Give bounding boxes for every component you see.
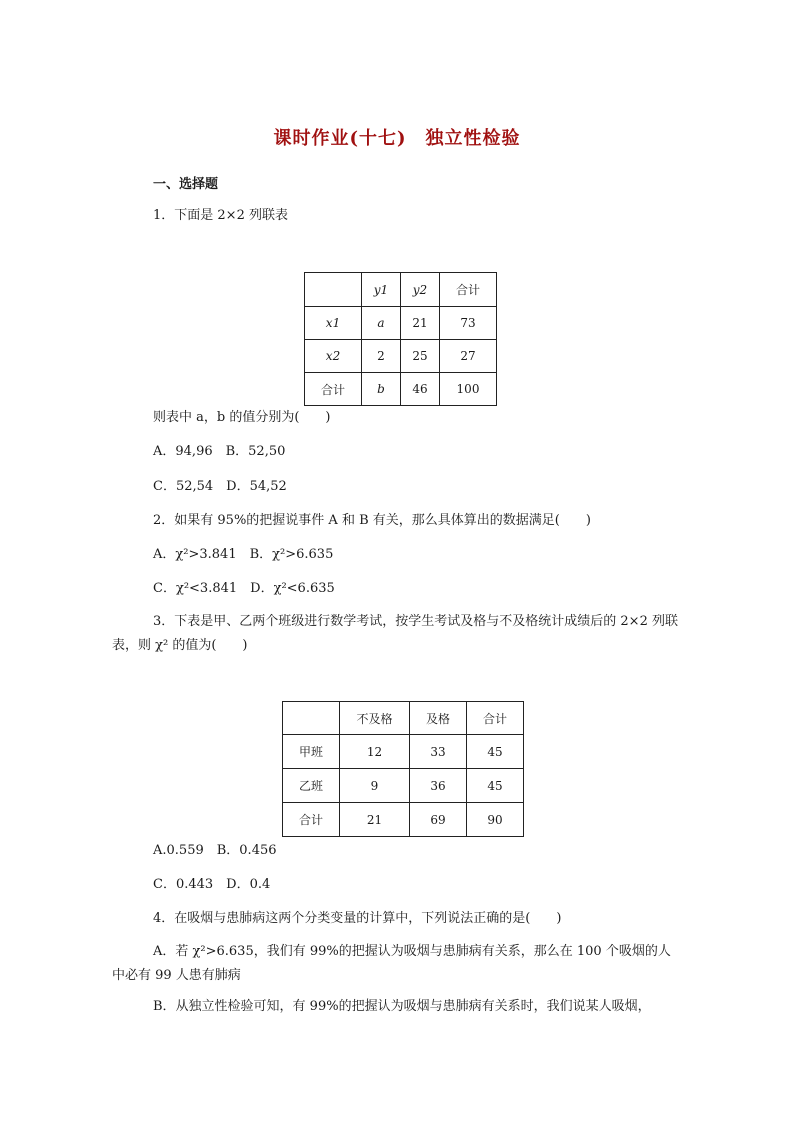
section-heading: 一、选择题 [153, 177, 219, 192]
q1-cell: 73 [440, 307, 497, 340]
q2-options-ab: A．χ²>3.841 B．χ²>6.635 [153, 547, 334, 562]
q3-cell: 甲班 [283, 735, 340, 769]
q1-header-cell [362, 273, 401, 307]
q1-header-cell [305, 273, 362, 307]
q3-cell: 90 [467, 803, 524, 837]
q3-cell: 33 [410, 735, 467, 769]
q1-cell: 27 [440, 340, 497, 373]
q1-header-y1: y1 [373, 282, 389, 297]
q2-options-cd: C．χ²<3.841 D．χ²<6.635 [153, 581, 335, 596]
q1-header-y2: y2 [412, 282, 428, 297]
q3-table [282, 701, 524, 837]
q3-header-cell: 合计 [467, 702, 524, 735]
q3-stem: 3．下表是甲、乙两个班级进行数学考试，按学生考试及格与不及格统计成绩后的 2×2 列联表，则 χ² 的值为( ) [112, 614, 678, 653]
q1-options-cd: C．52,54 D．54,52 [153, 479, 287, 494]
page-title: 课时作业(十七) 独立性检验 [273, 128, 521, 149]
q3-cell: 合计 [283, 803, 340, 837]
q3-header-cell: 及格 [410, 702, 467, 735]
q3-cell: 45 [467, 769, 524, 803]
q3-options-cd: C．0.443 D．0.4 [153, 877, 271, 892]
q1-header-cell [401, 273, 440, 307]
q3-cell: 36 [410, 769, 467, 803]
q3-cell: 12 [340, 735, 410, 769]
q3-options-ab: A.0.559 B．0.456 [153, 843, 277, 858]
q3-cell: 69 [410, 803, 467, 837]
q3-header-cell: 不及格 [340, 702, 410, 735]
q1-cell: 2 [362, 340, 401, 373]
q1-header-cell: 合计 [440, 273, 497, 307]
q3-cell: 9 [340, 769, 410, 803]
q1-cell: 25 [401, 340, 440, 373]
q3-cell: 21 [340, 803, 410, 837]
q4-option-a: A．若 χ²>6.635，我们有 99%的把握认为吸烟与患肺病有关系，那么在 100 个吸烟的人中必有 99 人患有肺病 [112, 944, 671, 983]
q1-cell: x1 [305, 307, 362, 340]
q1-options-ab: A．94,96 B．52,50 [153, 444, 286, 459]
q4-stem: 4．在吸烟与患肺病这两个分类变量的计算中，下列说法正确的是( ) [153, 911, 562, 926]
q4-option-b: B．从独立性检验可知，有 99%的把握认为吸烟与患肺病有关系时，我们说某人吸烟， [153, 999, 651, 1014]
q1-cell: 21 [401, 307, 440, 340]
q1-question: 则表中 a，b 的值分别为( ) [153, 410, 331, 425]
q1-cell: 100 [440, 373, 497, 406]
q3-cell: 45 [467, 735, 524, 769]
q2-stem: 2．如果有 95%的把握说事件 A 和 B 有关，那么具体算出的数据满足( ) [153, 513, 591, 528]
q1-cell: b [362, 373, 401, 406]
q1-stem: 1．下面是 2×2 列联表 [153, 208, 288, 223]
q1-cell: 46 [401, 373, 440, 406]
q3-cell: 乙班 [283, 769, 340, 803]
q3-header-cell [283, 702, 340, 735]
q1-cell: x2 [305, 340, 362, 373]
q1-cell: a [362, 307, 401, 340]
q1-cell: 合计 [305, 373, 362, 406]
q1-table [304, 272, 497, 406]
